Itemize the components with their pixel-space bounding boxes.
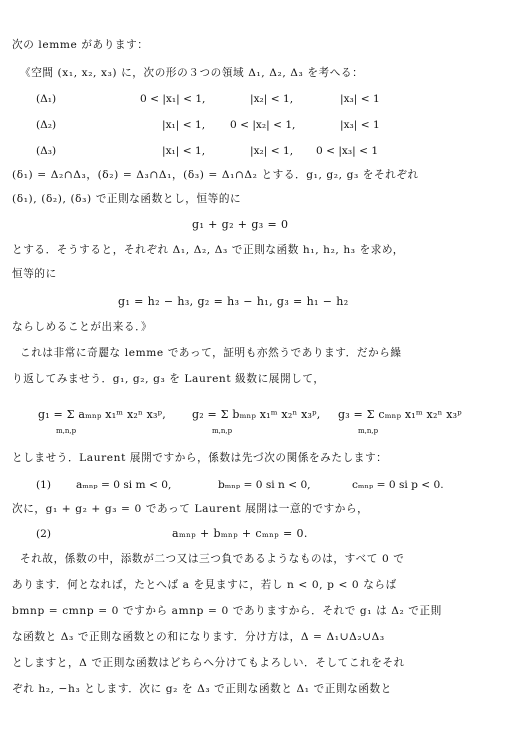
series-g1-index: m,n,p: [56, 427, 77, 435]
series-g2-index: m,n,p: [212, 427, 233, 435]
text-line-14: bmnp = cmnp = 0 ですから amnp = 0 でありますから．それで g₁ は Δ₂ で正則: [12, 605, 442, 617]
text-line-12: それ故，係数の中，添数が二つ又は三つ負であるようなものは，すべて 0 で: [20, 553, 405, 565]
text-line-5: とする．そうすると，それぞれ Δ₁, Δ₂, Δ₃ で正則な函数 h₁, h₂, h₃ を求め，: [12, 244, 404, 256]
text-line-17: ぞれ h₂, −h₃ とします．次に g₂ を Δ₃ で正則な函数と Δ₁ で正則な函数と: [12, 683, 392, 695]
text-line-2: 《空間 (x₁, x₂, x₃) に，次の形の３つの領域 Δ₁, Δ₂, Δ₃ を考へる：: [20, 67, 364, 79]
text-line-7: ならしめることが出来る．》: [12, 321, 153, 333]
region-cond-1c: |x₃| < 1: [340, 93, 380, 105]
text-line-9: り返してみませう．g₁, g₂, g₃ を Laurent 級数に展開して，: [12, 373, 325, 385]
equation-sum-zero: g₁ + g₂ + g₃ = 0: [192, 218, 289, 231]
condition-1a: aₘₙₚ = 0 si m < 0,: [76, 479, 172, 491]
condition-1-label: (1): [36, 479, 52, 491]
series-g3-formula: g₃ = Σ cₘₙₚ x₁ᵐ x₂ⁿ x₃ᵖ: [338, 408, 462, 421]
series-g3-index: m,n,p: [358, 427, 379, 435]
text-line-1: 次の lemme があります：: [12, 39, 149, 51]
series-g2-formula: g₂ = Σ bₘₙₚ x₁ᵐ x₂ⁿ x₃ᵖ,: [192, 408, 321, 421]
region-cond-1a: 0 < |x₁| < 1,: [140, 93, 206, 105]
region-cond-1b: |x₂| < 1,: [250, 93, 294, 105]
region-cond-2a: |x₁| < 1,: [162, 119, 206, 131]
text-line-3: (δ₁) = Δ₂∩Δ₃，(δ₂) = Δ₃∩Δ₁，(δ₃) = Δ₁∩Δ₂ とする．g₁, g₂, g₃ をそれぞれ: [12, 169, 419, 181]
text-line-8: これは非常に奇麗な lemme であって，証明も亦然うであります．だから繰: [20, 347, 402, 359]
text-line-4: (δ₁), (δ₂), (δ₃) で正則な函数とし，恒等的に: [12, 193, 242, 205]
text-line-11: 次に，g₁ + g₂ + g₃ = 0 であって Laurent 展開は一意的ですから，: [12, 503, 369, 515]
region-cond-2b: 0 < |x₂| < 1,: [230, 119, 296, 131]
region-cond-3b: |x₂| < 1,: [250, 145, 294, 157]
condition-1b: bₘₙₚ = 0 si n < 0,: [218, 479, 311, 491]
region-label-2: (Δ₂): [36, 119, 57, 131]
equation-h-relation: g₁ = h₂ − h₃, g₂ = h₃ − h₁, g₃ = h₁ − h₂: [118, 295, 349, 308]
condition-1c: cₘₙₚ = 0 si p < 0.: [352, 479, 444, 491]
region-label-1: (Δ₁): [36, 93, 57, 105]
region-label-3: (Δ₃): [36, 145, 57, 157]
region-cond-2c: |x₃| < 1: [340, 119, 380, 131]
region-cond-3c: 0 < |x₃| < 1: [316, 145, 379, 157]
text-line-16: としますと，Δ で正則な函数はどちらへ分けてもよろしい．そしてこれをそれ: [12, 657, 405, 669]
condition-2-label: (2): [36, 528, 52, 540]
series-g1-formula: g₁ = Σ aₘₙₚ x₁ᵐ x₂ⁿ x₃ᵖ,: [38, 408, 166, 421]
text-line-6: 恒等的に: [12, 268, 57, 280]
text-line-13: あります．何となれば，たとへば a を見ますに，若し n < 0, p < 0 ならば: [12, 579, 397, 591]
text-line-10: としませう．Laurent 展開ですから，係数は先づ次の関係をみたします：: [12, 452, 388, 464]
region-cond-3a: |x₁| < 1,: [162, 145, 206, 157]
text-line-15: な函数と Δ₃ で正則な函数との和になります．分け方は，Δ = Δ₁∪Δ₂∪Δ₃: [12, 631, 385, 643]
condition-2-sum: aₘₙₚ + bₘₙₚ + cₘₙₚ = 0.: [172, 527, 308, 540]
